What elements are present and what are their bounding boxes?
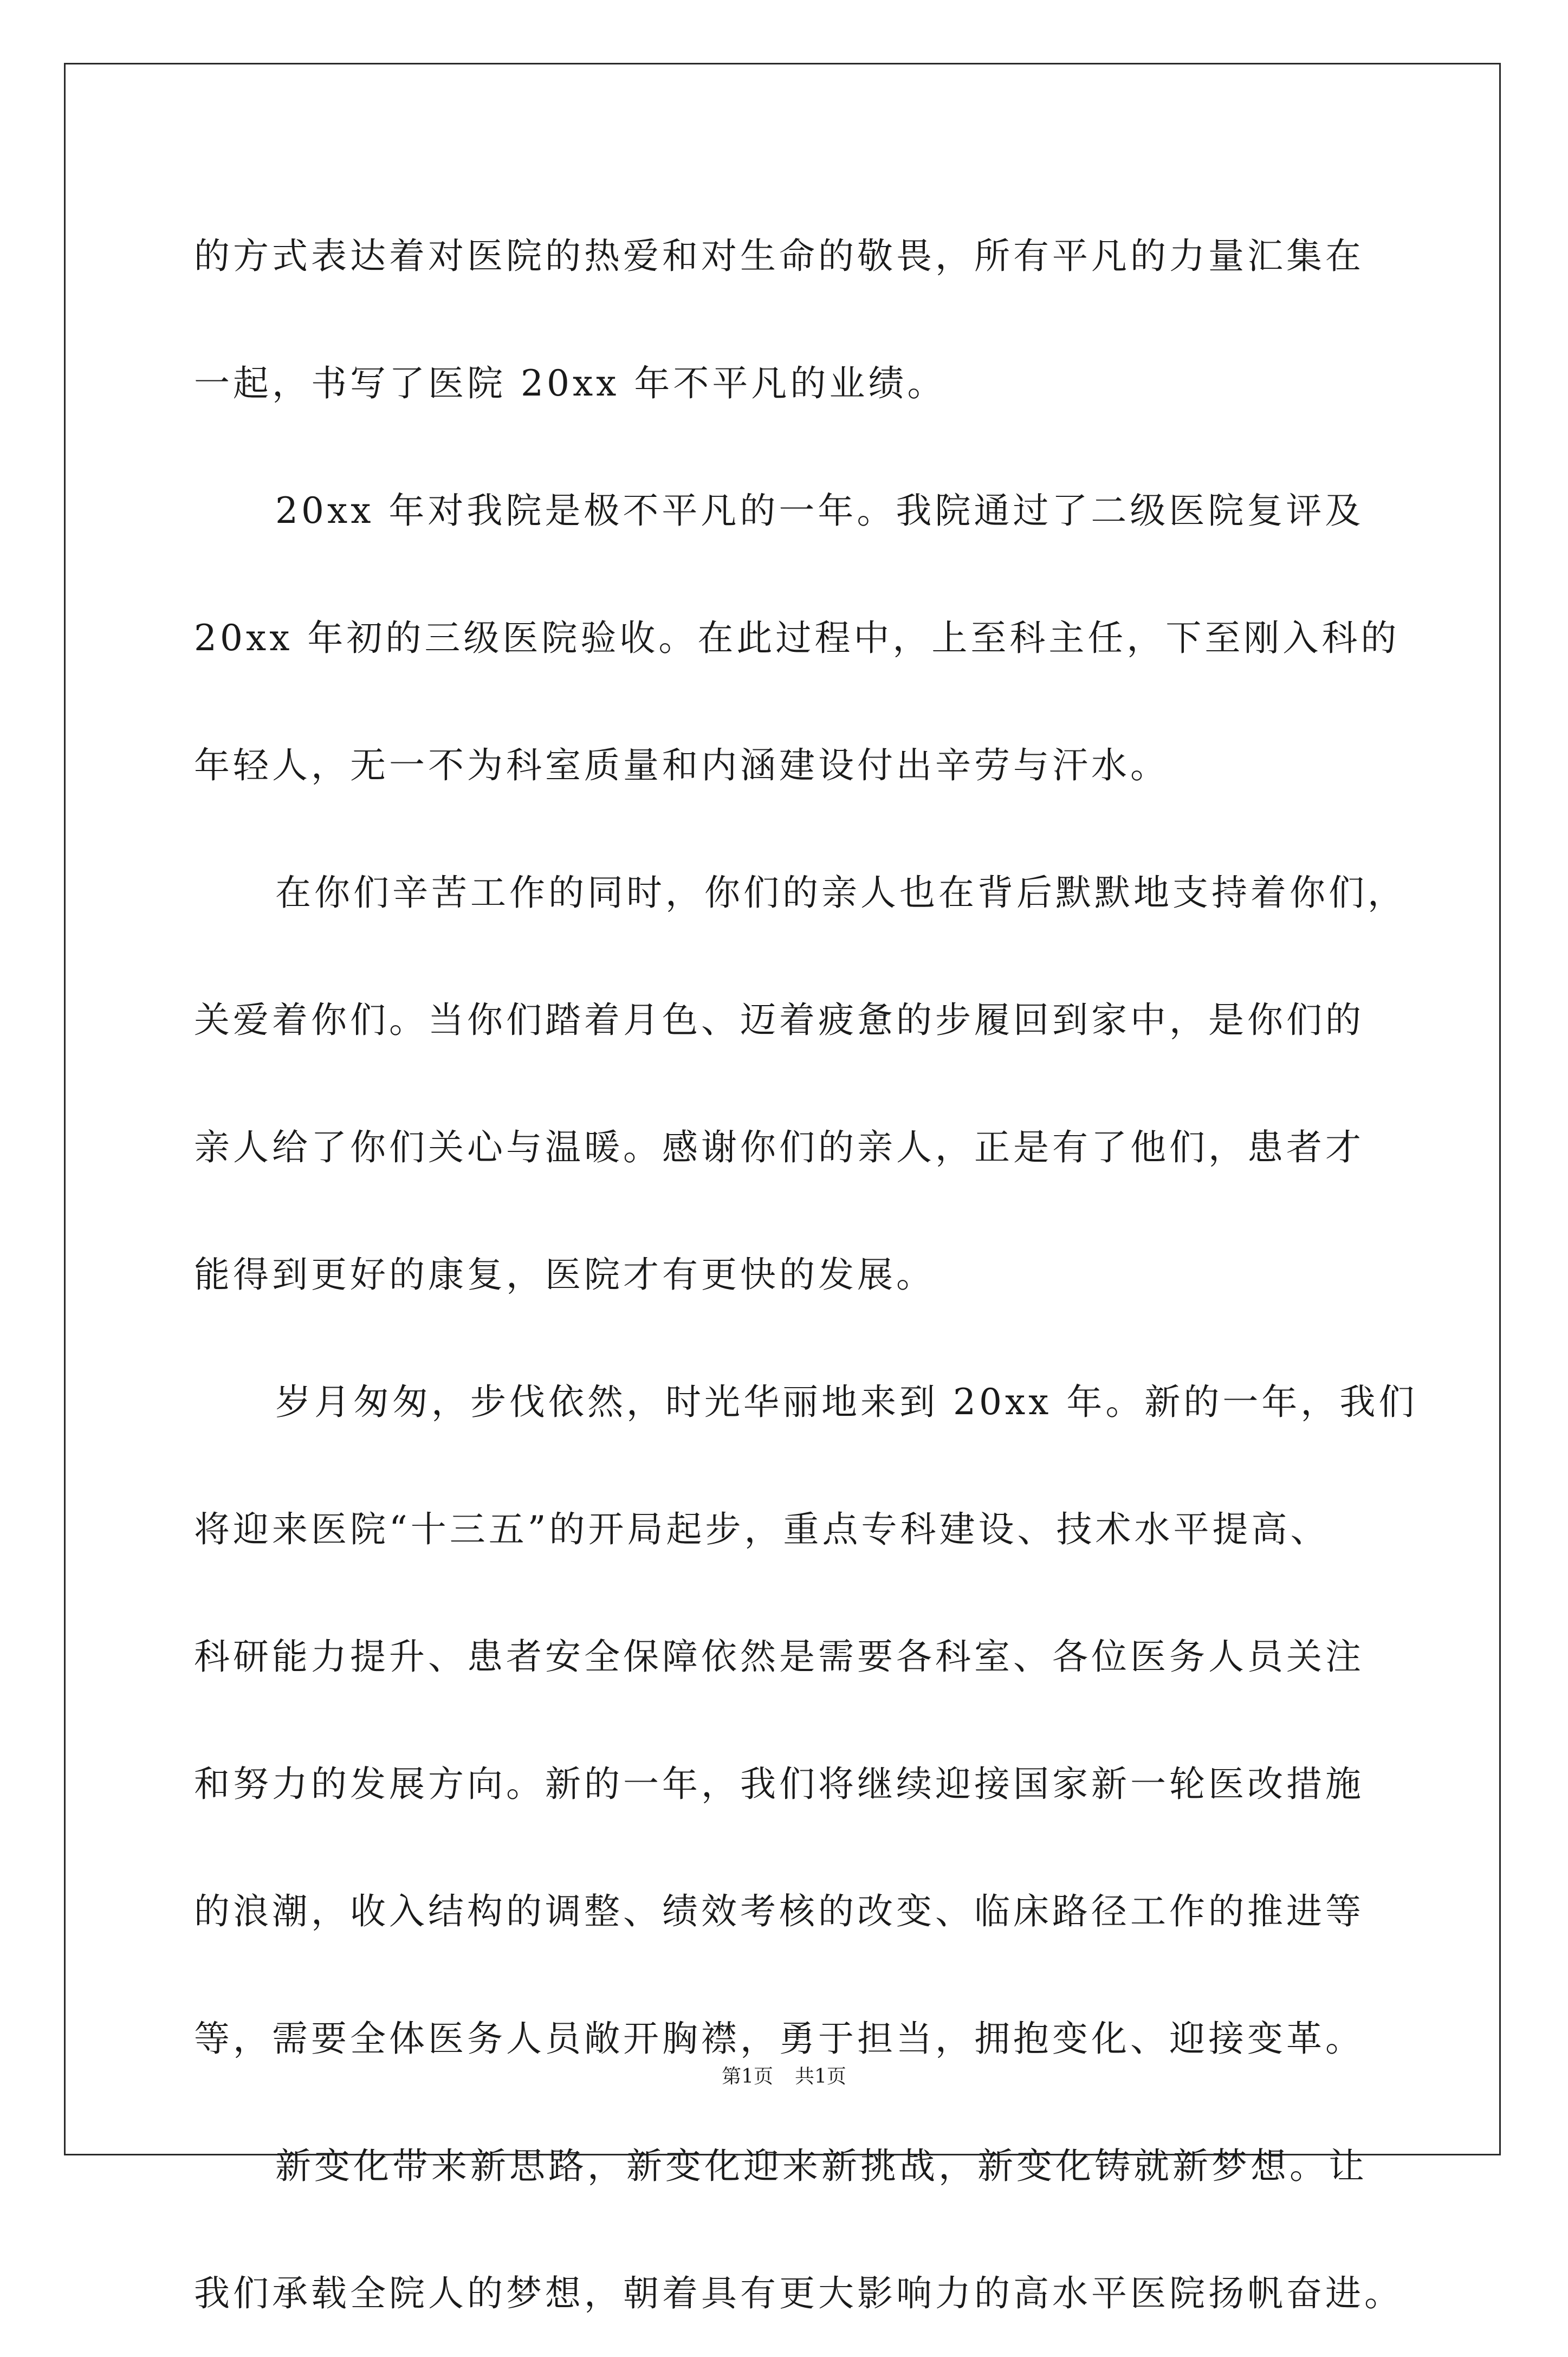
page-footer	[0, 2063, 1568, 2090]
text-line-14: 的浪潮，收入结构的调整、绩效考核的改变、临床路径工作的推进等	[194, 1890, 1364, 1932]
text-line-9: 能得到更好的康复，医院才有更快的发展。	[194, 1254, 935, 1296]
text-line-1: 的方式表达着对医院的热爱和对生命的敬畏，所有平凡的力量汇集在	[194, 235, 1364, 277]
text-line-11: 将迎来医院“十三五”的开局起步，重点专科建设、技术水平提高、	[194, 1508, 1330, 1550]
text-line-12: 科研能力提升、患者安全保障依然是需要各科室、各位医务人员关注	[194, 1636, 1364, 1678]
text-line-7: 关爱着你们。当你们踏着月色、迈着疲惫的步履回到家中，是你们的	[194, 999, 1364, 1041]
page-total: 共1页	[795, 2065, 846, 2088]
text-line-4: 20xx 年初的三级医院验收。在此过程中，上至科主任，下至刚入科的	[194, 617, 1400, 659]
text-line-15: 等，需要全体医务人员敞开胸襟，勇于担当，拥抱变化、迎接变革。	[194, 2018, 1364, 2060]
text-line-5: 年轻人，无一不为科室质量和内涵建设付出辛劳与汗水。	[194, 744, 1169, 786]
text-line-6: 在你们辛苦工作的同时，你们的亲人也在背后默默地支持着你们，	[275, 872, 1407, 914]
text-line-10: 岁月匆匆，步伐依然，时光华丽地来到 20xx 年。新的一年，我们	[275, 1381, 1418, 1423]
text-line-16: 新变化带来新思路，新变化迎来新挑战，新变化铸就新梦想。让	[275, 2145, 1368, 2187]
document-body	[194, 192, 1418, 2357]
text-line-3: 20xx 年对我院是极不平凡的一年。我院通过了二级医院复评及	[275, 490, 1364, 532]
text-line-8: 亲人给了你们关心与温暖。感谢你们的亲人，正是有了他们，患者才	[194, 1126, 1364, 1168]
text-line-13: 和努力的发展方向。新的一年，我们将继续迎接国家新一轮医改措施	[194, 1763, 1364, 1805]
page-number: 第1页	[722, 2065, 773, 2088]
text-line-2: 一起，书写了医院 20xx 年不平凡的业绩。	[194, 362, 947, 404]
text-line-17: 我们承载全院人的梦想，朝着具有更大影响力的高水平医院扬帆奋进。	[194, 2272, 1403, 2314]
